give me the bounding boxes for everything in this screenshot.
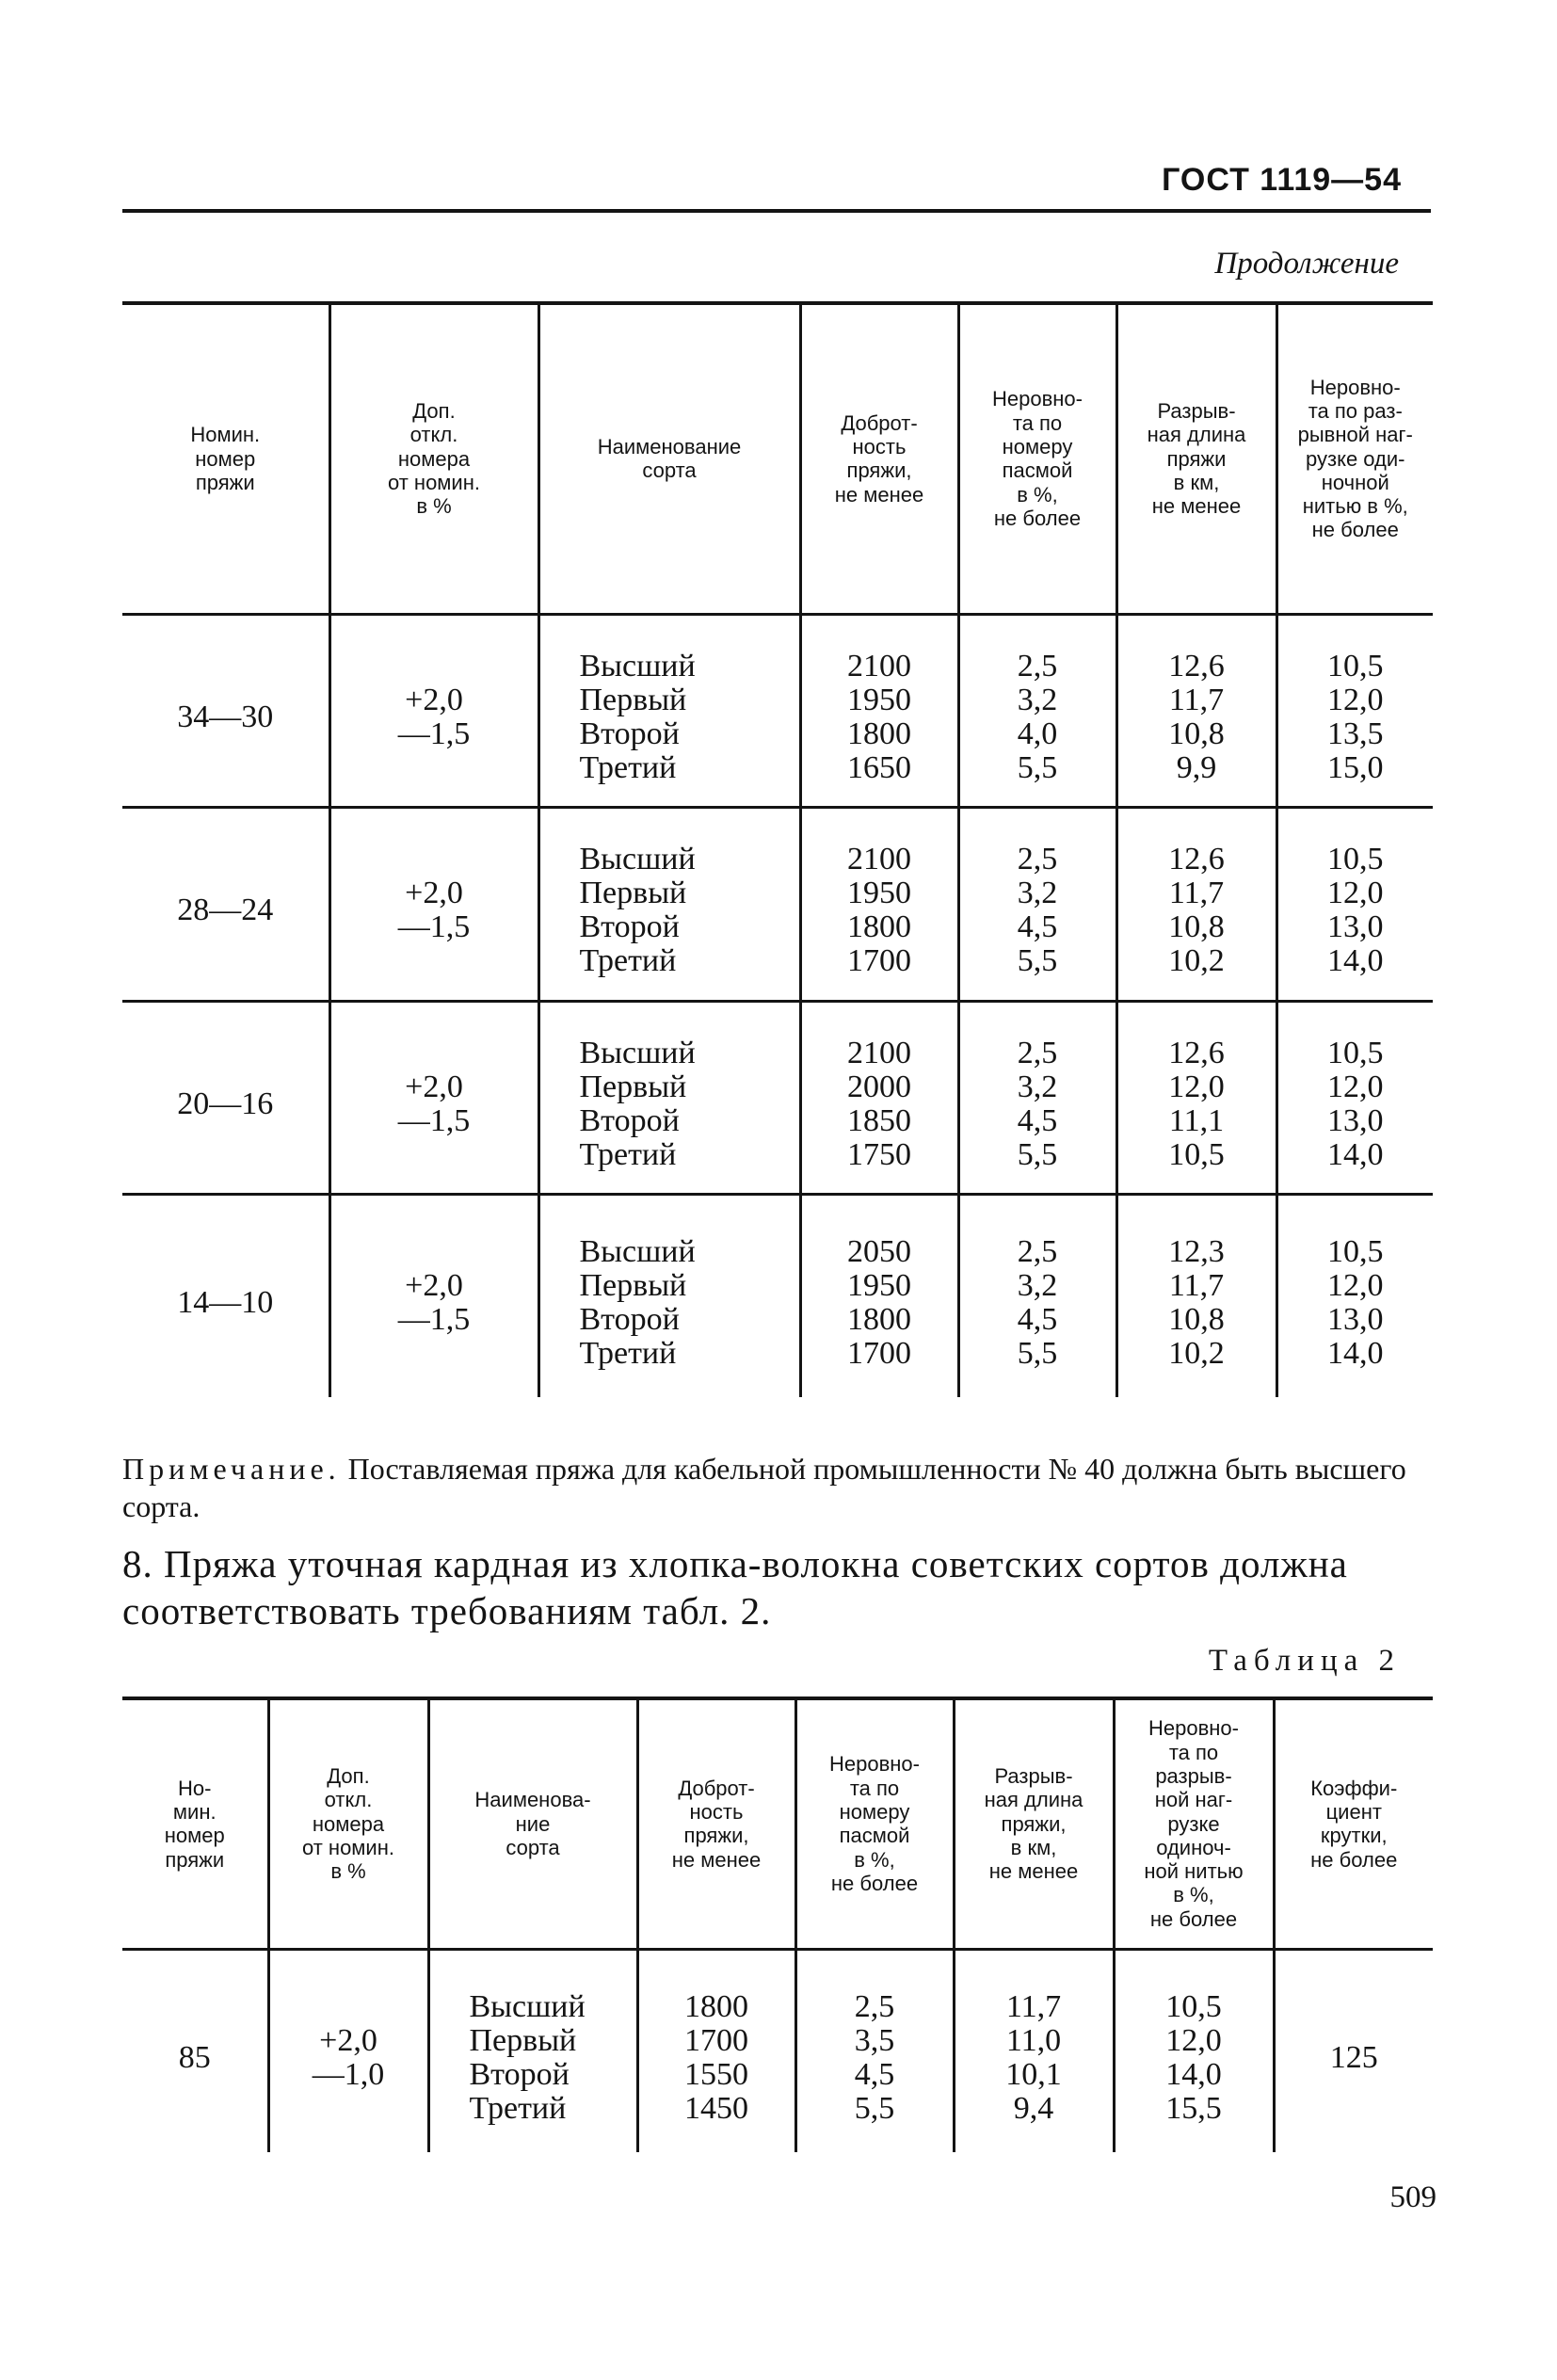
t1-header-quality: Доброт- ность пряжи, не менее bbox=[800, 303, 958, 614]
quality-values: 2100 1950 1800 1650 bbox=[800, 629, 958, 808]
table-row bbox=[122, 1209, 1433, 1397]
uneven-count-values: 2,5 3,2 4,5 5,5 bbox=[958, 822, 1116, 1001]
uneven-count-values: 2,5 3,5 4,5 5,5 bbox=[795, 1964, 954, 2152]
uneven-load-values: 10,5 12,0 13,0 14,0 bbox=[1276, 1209, 1433, 1397]
break-length-values: 12,6 11,7 10,8 10,2 bbox=[1116, 822, 1276, 1001]
grade-list: Высший Первый Второй Третий bbox=[538, 822, 800, 1001]
t1-header-uneven-load: Неровно- та по раз- рывной наг- рузке оди- ночной нитью в %, не более bbox=[1276, 303, 1433, 614]
t1-header-uneven-count: Неровно- та по номеру пасмой в %, не более bbox=[958, 303, 1116, 614]
table-2-header-row bbox=[122, 1698, 1433, 1949]
t2-header-grade: Наименова- ние сорта bbox=[428, 1698, 637, 1949]
t1-header-deviation: Доп. откл. номера от номин. в % bbox=[329, 303, 538, 614]
t2-header-deviation: Доп. откл. номера от номин. в % bbox=[268, 1698, 428, 1949]
uneven-count-values: 2,5 3,2 4,0 5,5 bbox=[958, 629, 1116, 808]
deviation: +2,0 —1,5 bbox=[329, 1016, 538, 1195]
quality-values: 2100 1950 1800 1700 bbox=[800, 822, 958, 1001]
t2-header-quality: Доброт- ность пряжи, не менее bbox=[637, 1698, 795, 1949]
break-length-values: 12,3 11,7 10,8 10,2 bbox=[1116, 1209, 1276, 1397]
yarn-number: 20—16 bbox=[177, 1085, 274, 1121]
t2-header-break-length: Разрыв- ная длина пряжи, в км, не менее bbox=[954, 1698, 1114, 1949]
table-row bbox=[122, 822, 1433, 1001]
page-number: 509 bbox=[1389, 2180, 1437, 2214]
t2-header-number: Но- мин. номер пряжи bbox=[164, 1776, 225, 1872]
grade-list: Высший Первый Второй Третий bbox=[538, 1209, 800, 1397]
grade-list: Высший Первый Второй Третий bbox=[538, 1016, 800, 1195]
note-lead: Примечание. bbox=[122, 1452, 341, 1486]
break-length-values: 12,6 11,7 10,8 9,9 bbox=[1116, 629, 1276, 808]
table-2-label: Таблица 2 bbox=[1208, 1644, 1401, 1678]
deviation: +2,0 —1,5 bbox=[329, 1209, 538, 1397]
table-note bbox=[122, 1450, 1433, 1525]
table-2 bbox=[122, 1697, 1433, 2152]
deviation: +2,0 —1,0 bbox=[268, 1964, 428, 2152]
table-row bbox=[122, 629, 1433, 808]
break-length-values: 12,6 12,0 11,1 10,5 bbox=[1116, 1016, 1276, 1195]
deviation: +2,0 —1,5 bbox=[329, 822, 538, 1001]
note-text: Поставляемая пряжа для кабельной промышленности № 40 должна быть высшего сорта. bbox=[122, 1452, 1406, 1523]
uneven-load-values: 10,5 12,0 13,0 14,0 bbox=[1276, 1016, 1433, 1195]
t1-header-grade: Наименование сорта bbox=[538, 303, 800, 614]
t2-header-twist: Коэффи- циент крутки, не более bbox=[1274, 1698, 1433, 1949]
uneven-load-values: 10,5 12,0 13,5 15,0 bbox=[1276, 629, 1433, 808]
grade-list: Высший Первый Второй Третий bbox=[428, 1964, 637, 2152]
yarn-number: 34—30 bbox=[177, 699, 274, 734]
uneven-load-values: 10,5 12,0 14,0 15,5 bbox=[1114, 1964, 1274, 2152]
break-length-values: 11,7 11,0 10,1 9,4 bbox=[954, 1964, 1114, 2152]
t2-header-uneven-load: Неровно- та по разрыв- ной наг- рузке одиноч- ной нитью в %, не более bbox=[1114, 1698, 1274, 1949]
yarn-number: 85 bbox=[178, 2039, 211, 2075]
yarn-number: 14—10 bbox=[177, 1285, 274, 1320]
t2-header-uneven-count: Неровно- та по номеру пасмой в %, не более bbox=[795, 1698, 954, 1949]
quality-values: 2050 1950 1800 1700 bbox=[800, 1209, 958, 1397]
header-rule bbox=[122, 209, 1431, 213]
clause-8: 8. Пряжа уточная кардная из хлопка-волокна советских сортов должна соответствовать требованиям табл. 2. bbox=[122, 1542, 1348, 1632]
uneven-load-values: 10,5 12,0 13,0 14,0 bbox=[1276, 822, 1433, 1001]
table-1 bbox=[122, 301, 1433, 1397]
yarn-number: 28—24 bbox=[177, 892, 274, 928]
grade-list: Высший Первый Второй Третий bbox=[538, 629, 800, 808]
twist-coefficient: 125 bbox=[1274, 1964, 1433, 2152]
quality-values: 1800 1700 1550 1450 bbox=[637, 1964, 795, 2152]
table-1-header-row bbox=[122, 303, 1433, 614]
quality-values: 2100 2000 1850 1750 bbox=[800, 1016, 958, 1195]
table-row bbox=[122, 1964, 1433, 2152]
table-row bbox=[122, 1016, 1433, 1195]
uneven-count-values: 2,5 3,2 4,5 5,5 bbox=[958, 1016, 1116, 1195]
deviation: +2,0 —1,5 bbox=[329, 629, 538, 808]
continuation-label: Продолжение bbox=[1214, 247, 1399, 281]
uneven-count-values: 2,5 3,2 4,5 5,5 bbox=[958, 1209, 1116, 1397]
t1-header-break-length: Разрыв- ная длина пряжи в км, не менее bbox=[1116, 303, 1276, 614]
standard-code: ГОСТ 1119—54 bbox=[1162, 162, 1402, 198]
t1-header-number: Номин. номер пряжи bbox=[190, 423, 261, 494]
